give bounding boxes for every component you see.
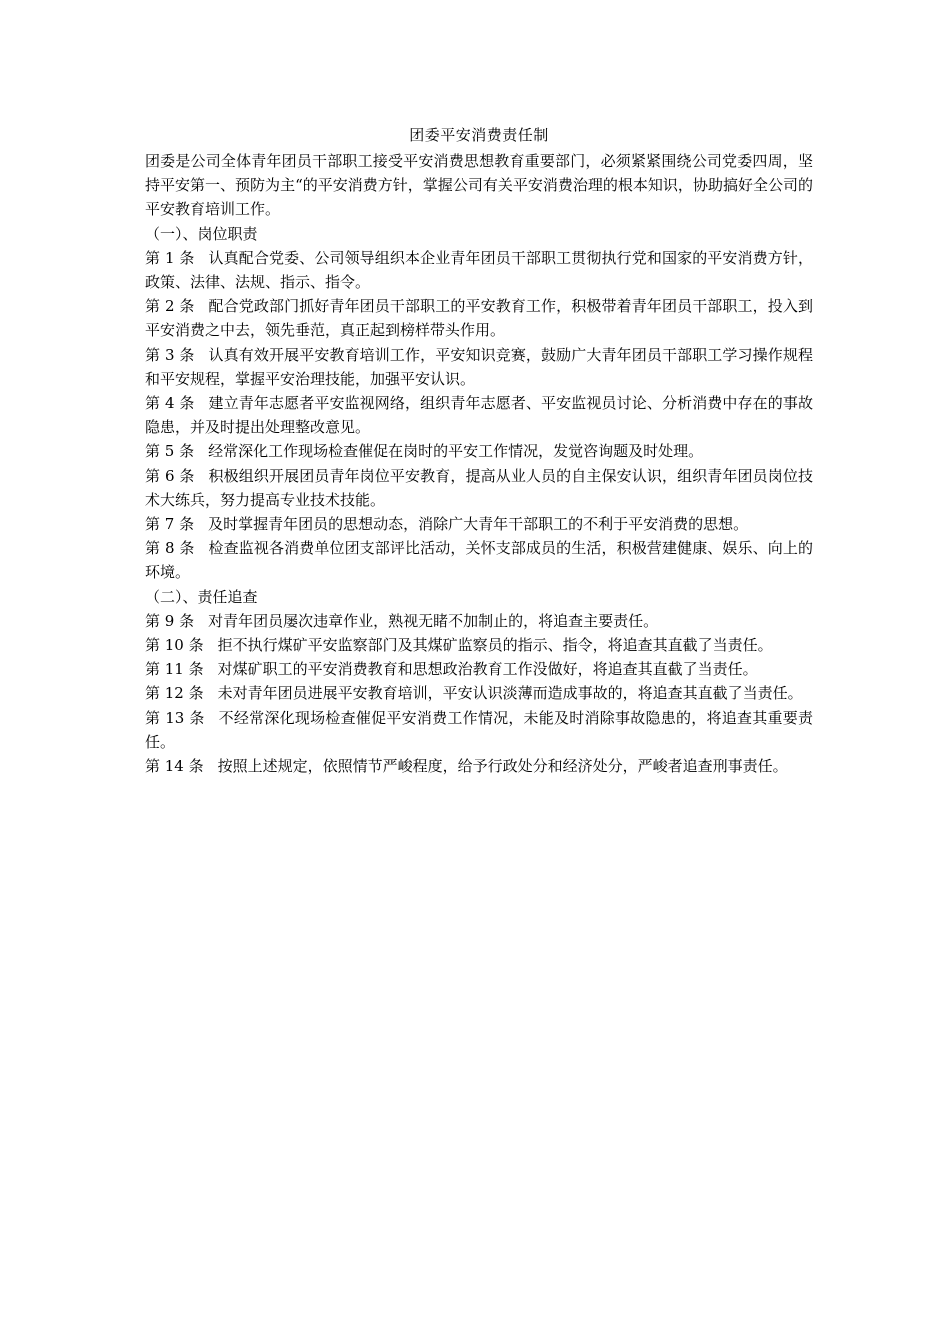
article-text: 对青年团员屡次违章作业，熟视无睹不加制止的，将追查主要责任。 [208, 611, 659, 630]
article-2 [145, 294, 813, 342]
article-6 [145, 464, 813, 512]
article-number: 第 13 条 [145, 708, 205, 727]
article-number: 第 8 条 [145, 539, 195, 558]
article-13 [145, 706, 813, 754]
article-number: 第 9 条 [145, 611, 195, 630]
article-text: 未对青年团员进展平安教育培训，平安认识淡薄而造成事故的，将追查其直截了当责任。 [217, 684, 803, 703]
article-number: 第 6 条 [145, 466, 195, 485]
article-1 [145, 246, 813, 294]
article-5 [145, 439, 813, 463]
article-list-duties [145, 246, 813, 585]
article-10 [145, 633, 813, 657]
article-text: 检查监视各消费单位团支部评比活动，关怀支部成员的生活，积极营建健康、娱乐、向上的环境。 [145, 539, 813, 582]
article-text: 配合党政部门抓好青年团员干部职工的平安教育工作，积极带着青年团员干部职工，投入到平安消费之中去，领先垂范，真正起到榜样带头作用。 [145, 297, 813, 340]
article-text: 拒不执行煤矿平安监察部门及其煤矿监察员的指示、指令，将追查其直截了当责任。 [217, 636, 773, 655]
article-number: 第 3 条 [145, 345, 195, 364]
article-text: 及时掌握青年团员的思想动态，消除广大青年干部职工的不利于平安消费的思想。 [208, 515, 749, 534]
article-text: 对煤矿职工的平安消费教育和思想政治教育工作没做好，将追查其直截了当责任。 [217, 660, 758, 679]
intro-paragraph: 团委是公司全体青年团员干部职工接受平安消费思想教育重要部门，必须紧紧围绕公司党委四周，坚持平安第一、预防为主“的平安消费方针，掌握公司有关平安消费治理的根本知识，协助搞好全公司的平安教育培训工作。 [145, 152, 813, 219]
article-4 [145, 391, 813, 439]
article-3 [145, 343, 813, 391]
section-heading-duties: （一）、岗位职责 [145, 224, 258, 243]
article-text: 不经常深化现场检查催促平安消费工作情况，未能及时消除事故隐患的，将追查其重要责任。 [145, 708, 814, 751]
article-number: 第 2 条 [145, 297, 195, 316]
article-8 [145, 536, 813, 584]
article-7 [145, 512, 813, 536]
article-number: 第 11 条 [145, 660, 204, 679]
article-text: 经常深化工作现场检查催促在岗时的平安工作情况，发觉咨询题及时处理。 [208, 442, 704, 461]
article-number: 第 12 条 [145, 684, 204, 703]
article-text: 认真有效开展平安教育培训工作，平安知识竞赛，鼓励广大青年团员干部职工学习操作规程和平安规程，掌握平安治理技能，加强平安认识。 [145, 345, 813, 388]
article-number: 第 10 条 [145, 636, 204, 655]
article-list-accountability [145, 609, 813, 778]
document-page [145, 123, 813, 778]
article-text: 建立青年志愿者平安监视网络，组织青年志愿者、平安监视员讨论、分析消费中存在的事故隐患，并及时提出处理整改意见。 [145, 394, 813, 437]
article-text: 积极组织开展团员青年岗位平安教育，提高从业人员的自主保安认识，组织青年团员岗位技术大练兵，努力提高专业技术技能。 [145, 466, 813, 509]
article-number: 第 1 条 [145, 248, 195, 267]
section-heading-accountability: （二）、责任追查 [145, 587, 258, 606]
article-number: 第 4 条 [145, 394, 195, 413]
article-number: 第 7 条 [145, 515, 195, 534]
article-11 [145, 657, 813, 681]
article-text: 认真配合党委、公司领导组织本企业青年团员干部职工贯彻执行党和国家的平安消费方针，政策、法律、法规、指示、指令。 [145, 248, 813, 292]
article-number: 第 14 条 [145, 757, 204, 776]
article-number: 第 5 条 [145, 442, 195, 461]
article-14 [145, 754, 813, 778]
document-title: 团委平安消费责任制 [409, 126, 549, 144]
article-9 [145, 609, 813, 633]
article-12 [145, 681, 813, 705]
article-text: 按照上述规定，依照情节严峻程度，给予行政处分和经济处分，严峻者追查刑事责任。 [217, 757, 788, 776]
